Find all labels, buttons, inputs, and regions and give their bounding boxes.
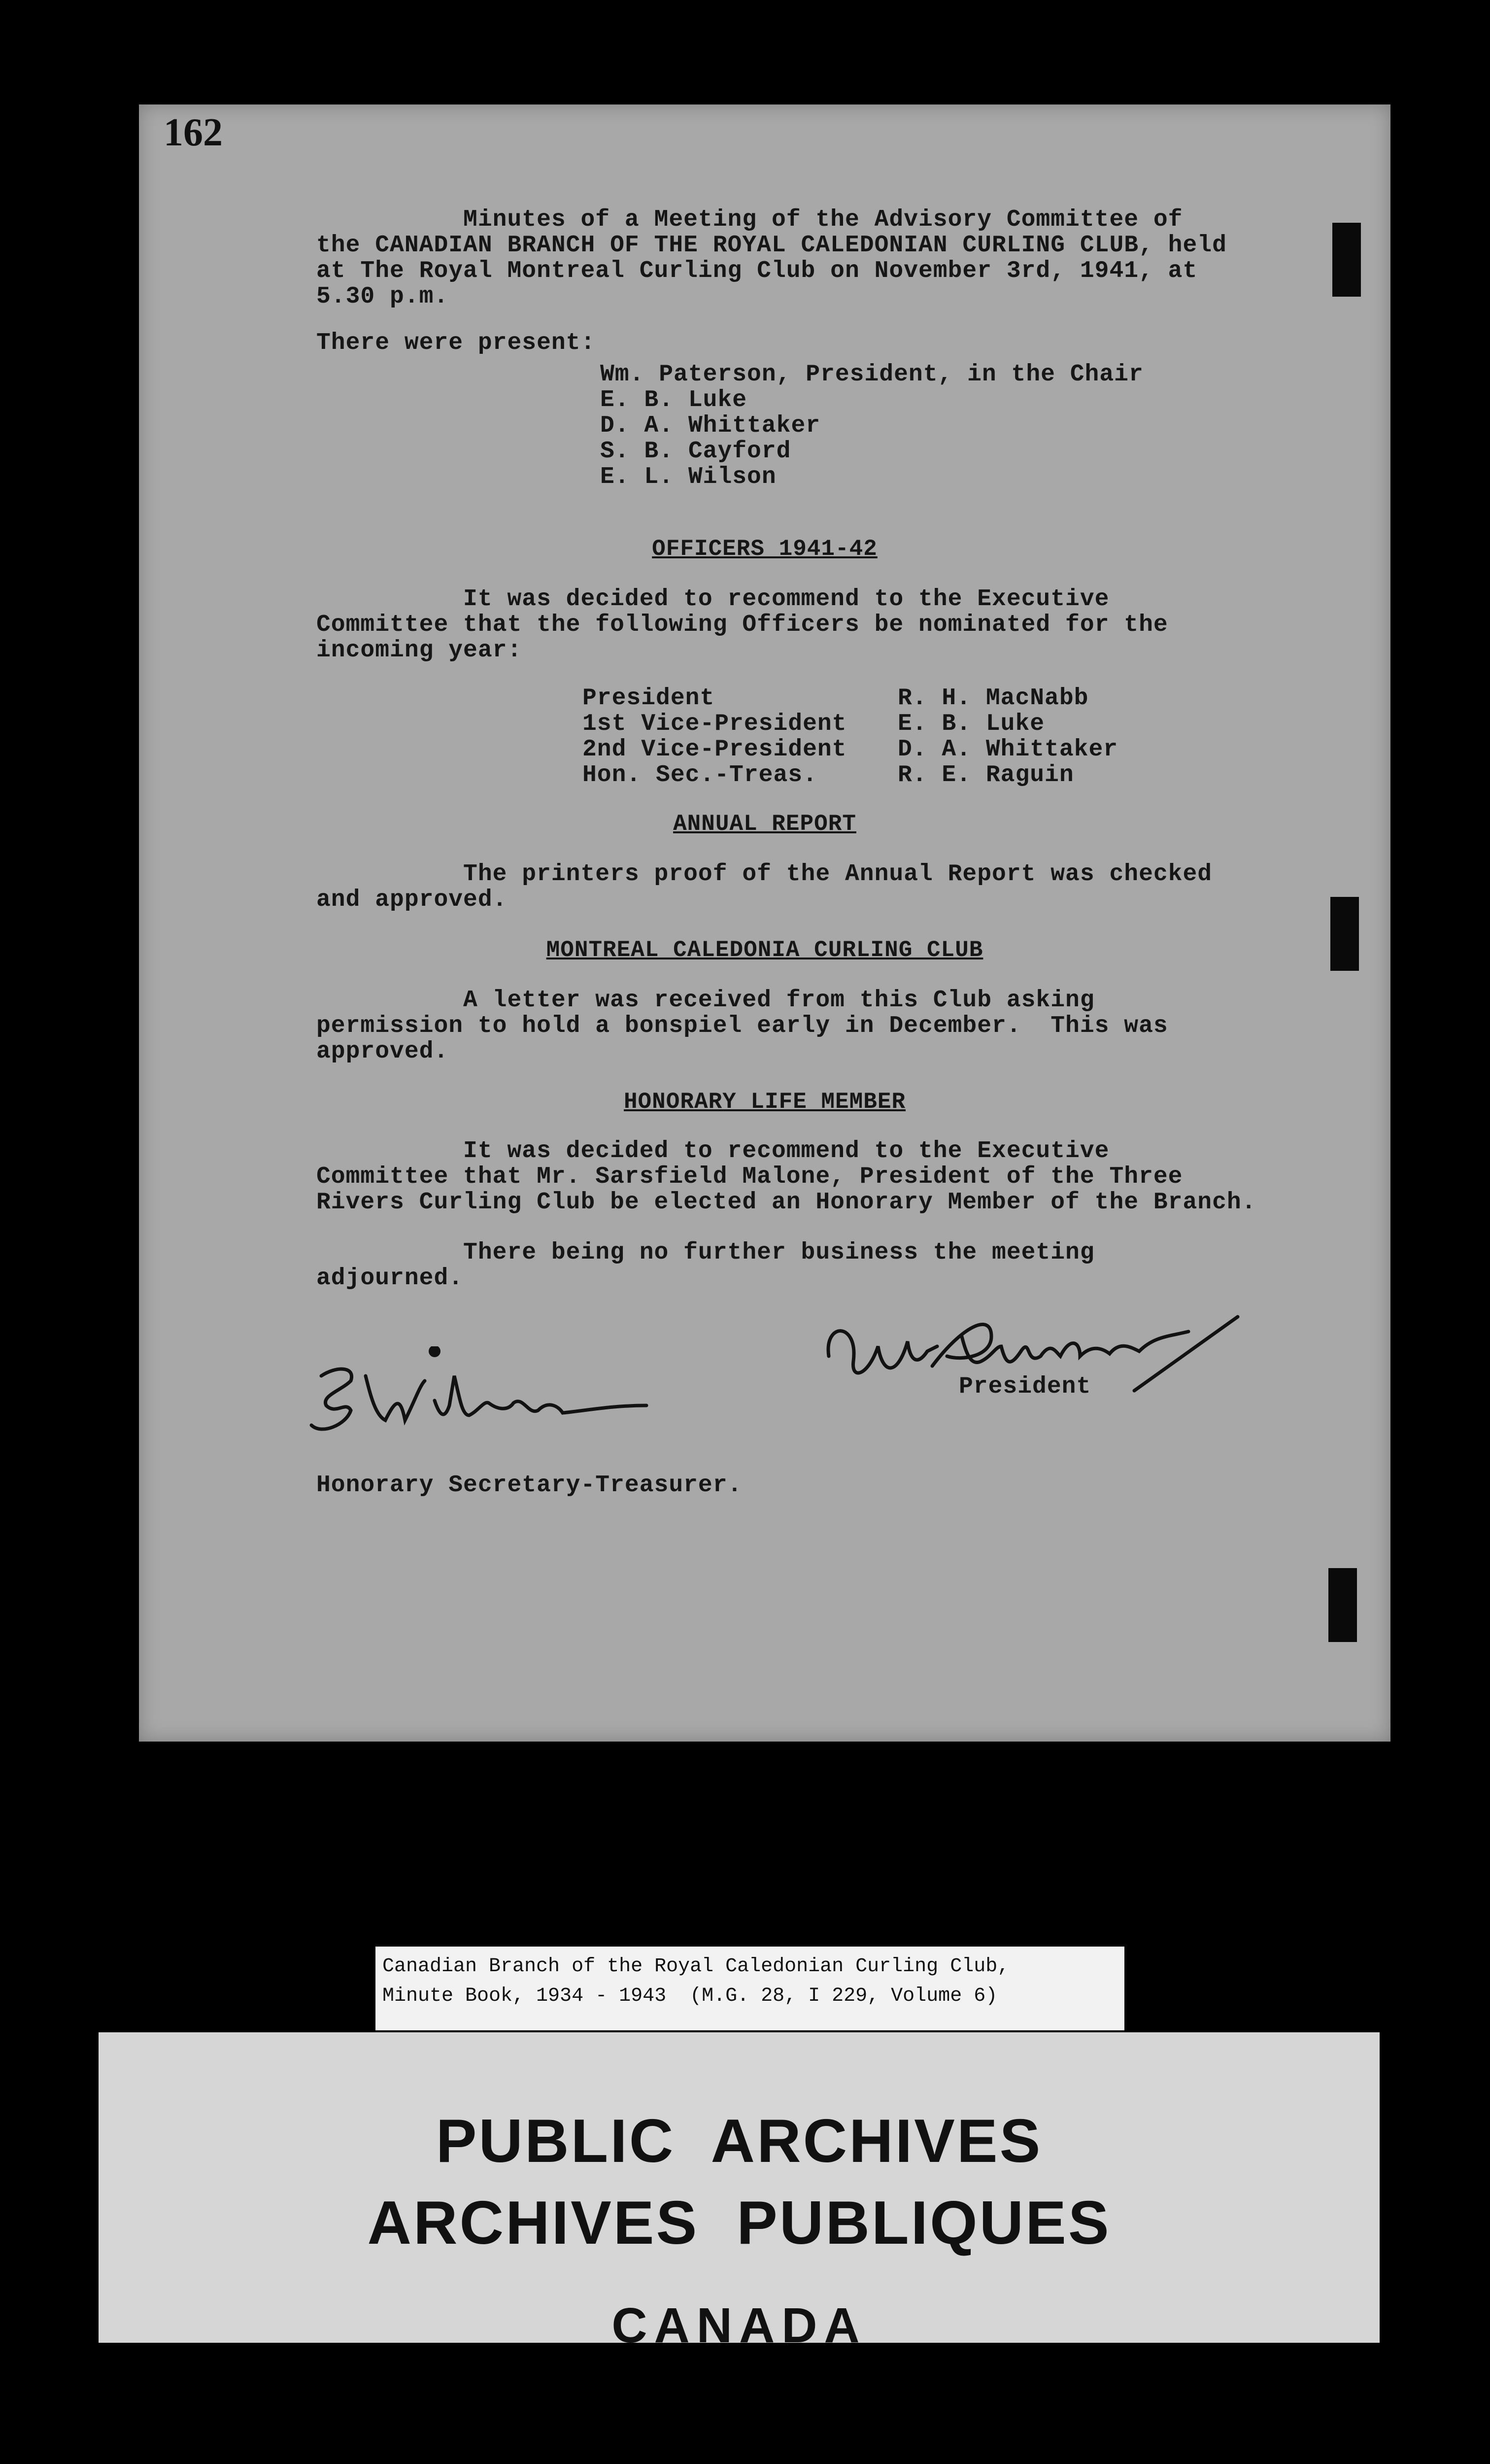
closing-text: adjourned.: [316, 1265, 464, 1292]
present-member: S. B. Cayford: [600, 438, 791, 465]
present-member: E. L. Wilson: [600, 464, 777, 490]
montreal-text: approved.: [316, 1038, 449, 1065]
intro-line: the CANADIAN BRANCH OF THE ROYAL CALEDONIAN CURLING CLUB, held: [316, 232, 1227, 259]
binder-tab: [1332, 223, 1361, 297]
officers-text: incoming year:: [316, 637, 522, 664]
closing-text: There being no further business the meeting: [316, 1239, 1095, 1266]
archives-banner: [99, 2032, 1380, 2343]
intro-line: Minutes of a Meeting of the Advisory Committee of: [316, 206, 1183, 233]
banner-line-3: CANADA: [611, 2298, 867, 2343]
officer-name: R. H. MacNabb: [898, 685, 1089, 712]
officer-role: 1st Vice-President: [582, 711, 847, 737]
secretary-label: Honorary Secretary-Treasurer.: [316, 1472, 743, 1499]
president-signature: [814, 1292, 1257, 1440]
officer-role: President: [582, 685, 715, 712]
banner-line-2: ARCHIVES PUBLIQUES: [367, 2189, 1111, 2257]
intro-line: at The Royal Montreal Curling Club on November 3rd, 1941, at: [316, 258, 1198, 284]
present-member: D. A. Whittaker: [600, 412, 821, 439]
honorary-text: Committee that Mr. Sarsfield Malone, President of the Three: [316, 1164, 1183, 1190]
officer-role: Hon. Sec.-Treas.: [582, 762, 817, 788]
document-page: [139, 104, 1390, 1742]
annual-heading: ANNUAL REPORT: [673, 811, 856, 837]
present-label: There were present:: [316, 330, 596, 356]
honorary-heading: HONORARY LIFE MEMBER: [623, 1089, 906, 1115]
montreal-text: A letter was received from this Club asking: [316, 987, 1095, 1014]
montreal-text: permission to hold a bonspiel early in December. This was: [316, 1013, 1168, 1039]
officers-text: Committee that the following Officers be nominated for the: [316, 612, 1168, 638]
montreal-heading: MONTREAL CALEDONIA CURLING CLUB: [546, 937, 983, 963]
officer-role: 2nd Vice-President: [582, 736, 847, 763]
officers-heading: OFFICERS 1941-42: [652, 536, 878, 562]
binder-tab: [1328, 1568, 1357, 1642]
honorary-text: It was decided to recommend to the Executive: [316, 1138, 1110, 1164]
archive-label: [375, 1947, 1124, 2030]
officer-name: E. B. Luke: [898, 711, 1045, 737]
page-number: 162: [164, 111, 223, 154]
present-member: E. B. Luke: [600, 387, 747, 413]
present-member: Wm. Paterson, President, in the Chair: [600, 361, 1144, 388]
officer-name: R. E. Raguin: [898, 762, 1074, 788]
intro-line: 5.30 p.m.: [316, 283, 449, 310]
annual-text: The printers proof of the Annual Report was checked: [316, 861, 1213, 888]
honorary-text: Rivers Curling Club be elected an Honorary Member of the Branch.: [316, 1189, 1256, 1216]
banner-line-1: PUBLIC ARCHIVES: [436, 2107, 1043, 2175]
secretary-signature: [292, 1346, 666, 1465]
president-label: President: [959, 1373, 1091, 1400]
annual-text: and approved.: [316, 887, 508, 913]
archive-label-line: Minute Book, 1934 - 1943 (M.G. 28, I 229, Volume 6): [382, 1985, 998, 2007]
officer-name: D. A. Whittaker: [898, 736, 1118, 763]
officers-text: It was decided to recommend to the Executive: [316, 586, 1110, 613]
archive-label-line: Canadian Branch of the Royal Caledonian Curling Club,: [382, 1955, 1010, 1978]
